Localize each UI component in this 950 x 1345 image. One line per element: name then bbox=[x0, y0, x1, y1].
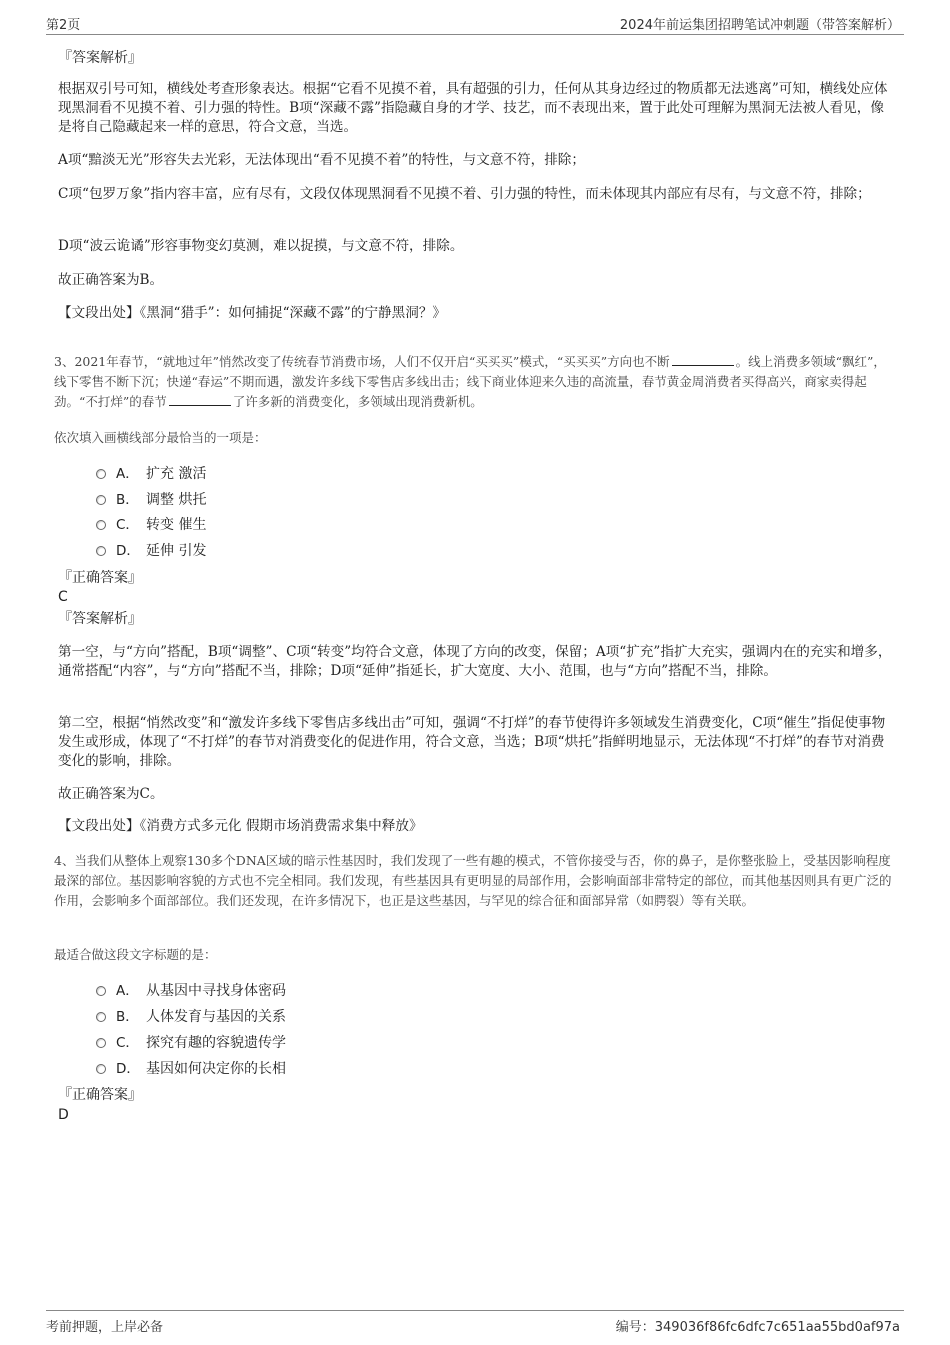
analysis-paragraph: A项“黯淡无光”形容失去光彩，无法体现出“看不见摸不着”的特性，与文意不符，排除； bbox=[58, 152, 585, 168]
document-code: 编号：349036f86fc6dfc7c651aa55bd0af97a bbox=[615, 1320, 900, 1335]
option-c[interactable]: C． 探究有趣的容貌遗传学 bbox=[96, 1033, 286, 1053]
document-title: 2024年前运集团招聘笔试冲刺题（带答案解析） bbox=[619, 18, 900, 33]
option-d[interactable]: D． 基因如何决定你的长相 bbox=[96, 1059, 286, 1079]
option-b[interactable]: B． 人体发育与基因的关系 bbox=[96, 1007, 286, 1027]
radio-icon[interactable] bbox=[96, 495, 106, 505]
answer-label: 『正确答案』 bbox=[58, 570, 142, 586]
analysis-paragraph: 第二空，根据“悄然改变”和“激发许多线下零售店多线出击”可知，强调“不打烊”的春节使得许多领域发生消费变化，C项“催生”指促使事物发生或形成，体现了“不打烊”的春节对消费变化的促进作用，符合文意，当选；B项“烘托”指鲜明地显示，无法体现“不打烊”的春节对消费变化的影响，排除。 bbox=[58, 715, 886, 769]
option-a[interactable]: A． 扩充 激活 bbox=[96, 464, 206, 484]
radio-icon[interactable] bbox=[96, 1038, 106, 1048]
analysis-paragraph: 根据双引号可知，横线处考查形象表达。根据“它看不见摸不着，具有超强的引力，任何从其身边经过的物质都无法逃离”可知，横线处应体现黑洞看不见摸不着、引力强的特性。B项“深藏不露”指隐藏自身的才学、技艺，而不表现出来，置于此处可理解为黑洞无法被人看见，像是将自己隐藏起来一样的意思，符合文意，当选。 bbox=[58, 81, 888, 135]
page-header bbox=[46, 14, 904, 35]
radio-icon[interactable] bbox=[96, 986, 106, 996]
analysis-label: 『答案解析』 bbox=[58, 50, 142, 66]
radio-icon[interactable] bbox=[96, 520, 106, 530]
footer-slogan: 考前押题，上岸必备 bbox=[46, 1320, 164, 1335]
analysis-paragraph: D项“波云诡谲”形容事物变幻莫测，难以捉摸，与文意不符，排除。 bbox=[58, 238, 464, 254]
conclusion: 故正确答案为C。 bbox=[58, 786, 164, 802]
question-stem: 4、当我们从整体上观察130多个DNA区域的暗示性基因时，我们发现了一些有趣的模式，不管你接受与否，你的鼻子，是你整张脸上，受基因影响程度最深的部位。基因影响容貌的方式也不完全相同。我们发现，有些基因具有更明显的局部作用，会影响面部非常特定的部位，而其他基因则具有更广泛的作用，会影响多个面部部位。我们还发现，在许多情况下，也正是这些基因，与罕见的综合征和面部异常（如腭裂）等有关联。 bbox=[54, 853, 892, 908]
option-c[interactable]: C． 转变 催生 bbox=[96, 515, 206, 535]
analysis-paragraph: 第一空，与“方向”搭配，B项“调整”、C项“转变”均符合文意，体现了方向的改变，保留；A项“扩充”指扩大充实，强调内在的充实和增多，通常搭配“内容”，与“方向”搭配不当，排除；D项“延伸”指延长，扩大宽度、大小、范围，也与“方向”搭配不当，排除。 bbox=[58, 644, 892, 679]
page-number: 第2页 bbox=[46, 18, 81, 33]
option-b[interactable]: B． 调整 烘托 bbox=[96, 490, 206, 510]
radio-icon[interactable] bbox=[96, 1064, 106, 1074]
fill-blank bbox=[672, 353, 734, 366]
source: 【文段出处】《黑洞“猎手”：如何捕捉“深藏不露”的宁静黑洞？》 bbox=[58, 305, 447, 321]
fill-blank bbox=[169, 393, 231, 406]
analysis-label: 『答案解析』 bbox=[58, 611, 142, 627]
question-stem: 3、2021年春节，“就地过年”悄然改变了传统春节消费市场，人们不仅开启“买买买”模式，“买买买”方向也不断 。线上消费多领域“飘红”，线下零售不断下沉；快递“春运”不期而遇，激发许多线下零售店多线出击；线下商业体迎来久违的高流量，春节黄金周消费者买得高兴，商家卖得起劲。“不打烊”的春节 了许多新的消费变化，多领域出现消费新机。 bbox=[54, 354, 886, 409]
correct-answer: D bbox=[58, 1107, 69, 1123]
page-footer bbox=[46, 1310, 904, 1335]
answer-label: 『正确答案』 bbox=[58, 1087, 142, 1103]
analysis-paragraph: C项“包罗万象”指内容丰富，应有尽有，文段仅体现黑洞看不见摸不着、引力强的特性，而未体现其内部应有尽有，与文意不符，排除； bbox=[58, 186, 871, 202]
question-prompt: 最适合做这段文字标题的是： bbox=[54, 947, 217, 962]
radio-icon[interactable] bbox=[96, 469, 106, 479]
conclusion: 故正确答案为B。 bbox=[58, 272, 164, 288]
radio-icon[interactable] bbox=[96, 546, 106, 556]
source: 【文段出处】《消费方式多元化 假期市场消费需求集中释放》 bbox=[58, 818, 423, 834]
option-d[interactable]: D． 延伸 引发 bbox=[96, 541, 206, 561]
option-a[interactable]: A． 从基因中寻找身体密码 bbox=[96, 981, 286, 1001]
correct-answer: C bbox=[58, 589, 68, 605]
question-prompt: 依次填入画横线部分最恰当的一项是： bbox=[54, 430, 267, 445]
radio-icon[interactable] bbox=[96, 1012, 106, 1022]
